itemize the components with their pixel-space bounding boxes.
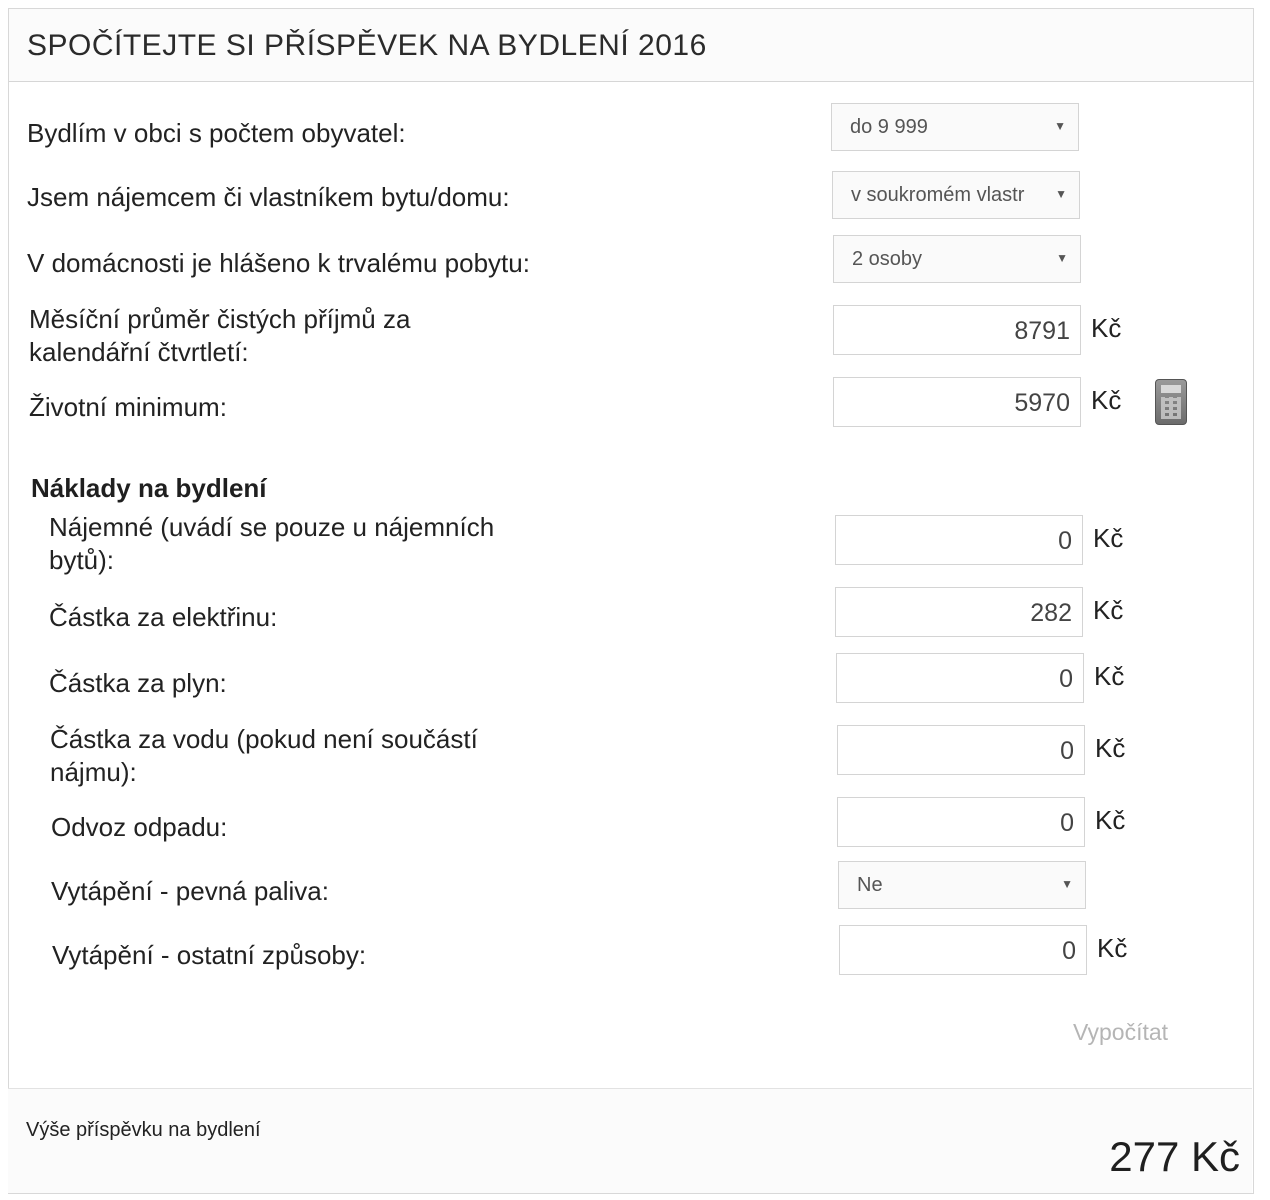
osoby-select[interactable] [833,235,1081,283]
osoby-label: V domácnosti je hlášeno k trvalému pobytu: [27,248,530,278]
odpad-input-value: 0 [1060,809,1074,837]
calculator-icon[interactable] [1155,379,1187,425]
elektrina-unit: Kč [1093,595,1124,625]
minimum-unit: Kč [1091,385,1122,415]
plyn-input-value: 0 [1059,665,1073,693]
calculator-icon-screen [1161,385,1181,393]
chevron-down-icon: ▼ [1056,251,1068,265]
najemne-label [49,511,494,577]
ostatni-label: Vytápění - ostatní způsoby: [52,940,367,970]
najemne-input-value: 0 [1058,527,1072,555]
elektrina-input[interactable] [835,587,1083,637]
plyn-label: Částka za plyn: [49,668,227,698]
obec-select-value: do 9 999 [850,116,928,138]
plyn-unit: Kč [1094,661,1125,691]
prijmy-input-value: 8791 [1014,317,1070,345]
osoby-select-value: 2 osoby [852,248,923,270]
chevron-down-icon: ▼ [1054,119,1066,133]
ostatni-unit: Kč [1097,933,1128,963]
vztah-select-value: v soukromém vlastr [851,184,1025,206]
minimum-input-value: 5970 [1014,389,1070,417]
prijmy-label-line1: Měsíční průměr čistých příjmů za [29,304,411,334]
odpad-input[interactable] [837,797,1085,847]
voda-unit: Kč [1095,733,1126,763]
odpad-label: Odvoz odpadu: [51,812,228,842]
chevron-down-icon: ▼ [1055,187,1067,201]
pevna-paliva-select-value: Ne [857,874,883,896]
card-header [9,9,1253,82]
result-value: 277 Kč [1109,1133,1240,1180]
obec-select[interactable] [831,103,1079,151]
prijmy-unit: Kč [1091,313,1122,343]
ostatni-input-value: 0 [1062,937,1076,965]
vztah-label: Jsem nájemcem či vlastníkem bytu/domu: [27,182,510,212]
obec-label: Bydlím v obci s počtem obyvatel: [27,118,406,148]
najemne-unit: Kč [1093,523,1124,553]
voda-label [50,723,478,789]
plyn-input[interactable] [836,653,1084,703]
page-title: SPOČÍTEJTE SI PŘÍSPĚVEK NA BYDLENÍ 2016 [27,29,707,62]
odpad-unit: Kč [1095,805,1126,835]
calculator-card [8,8,1254,1194]
minimum-label: Životní minimum: [29,392,227,422]
voda-input[interactable] [837,725,1085,775]
calculate-button[interactable]: Vypočítat [1073,1019,1169,1045]
prijmy-label-line2: kalendářní čtvrtletí: [29,337,249,367]
calculator-icon-keys [1161,397,1181,419]
pevna-paliva-label: Vytápění - pevná paliva: [51,876,329,906]
chevron-down-icon: ▼ [1061,877,1073,891]
najemne-label-line1: Nájemné (uvádí se pouze u nájemních [49,512,495,542]
najemne-label-line2: bytů): [49,545,115,575]
pevna-paliva-select[interactable] [838,861,1086,909]
result-panel [8,1088,1252,1193]
naklady-heading: Náklady na bydlení [31,473,267,503]
vztah-select[interactable] [832,171,1080,219]
voda-label-line1: Částka za vodu (pokud není součástí [50,724,478,754]
result-label: Výše příspěvku na bydlení [26,1119,261,1141]
elektrina-label: Částka za elektřinu: [49,602,278,632]
prijmy-label [29,303,410,369]
voda-label-line2: nájmu): [50,757,137,787]
prijmy-input[interactable] [833,305,1081,355]
minimum-input[interactable] [833,377,1081,427]
elektrina-input-value: 282 [1030,599,1072,627]
ostatni-input[interactable] [839,925,1087,975]
voda-input-value: 0 [1060,737,1074,765]
najemne-input[interactable] [835,515,1083,565]
